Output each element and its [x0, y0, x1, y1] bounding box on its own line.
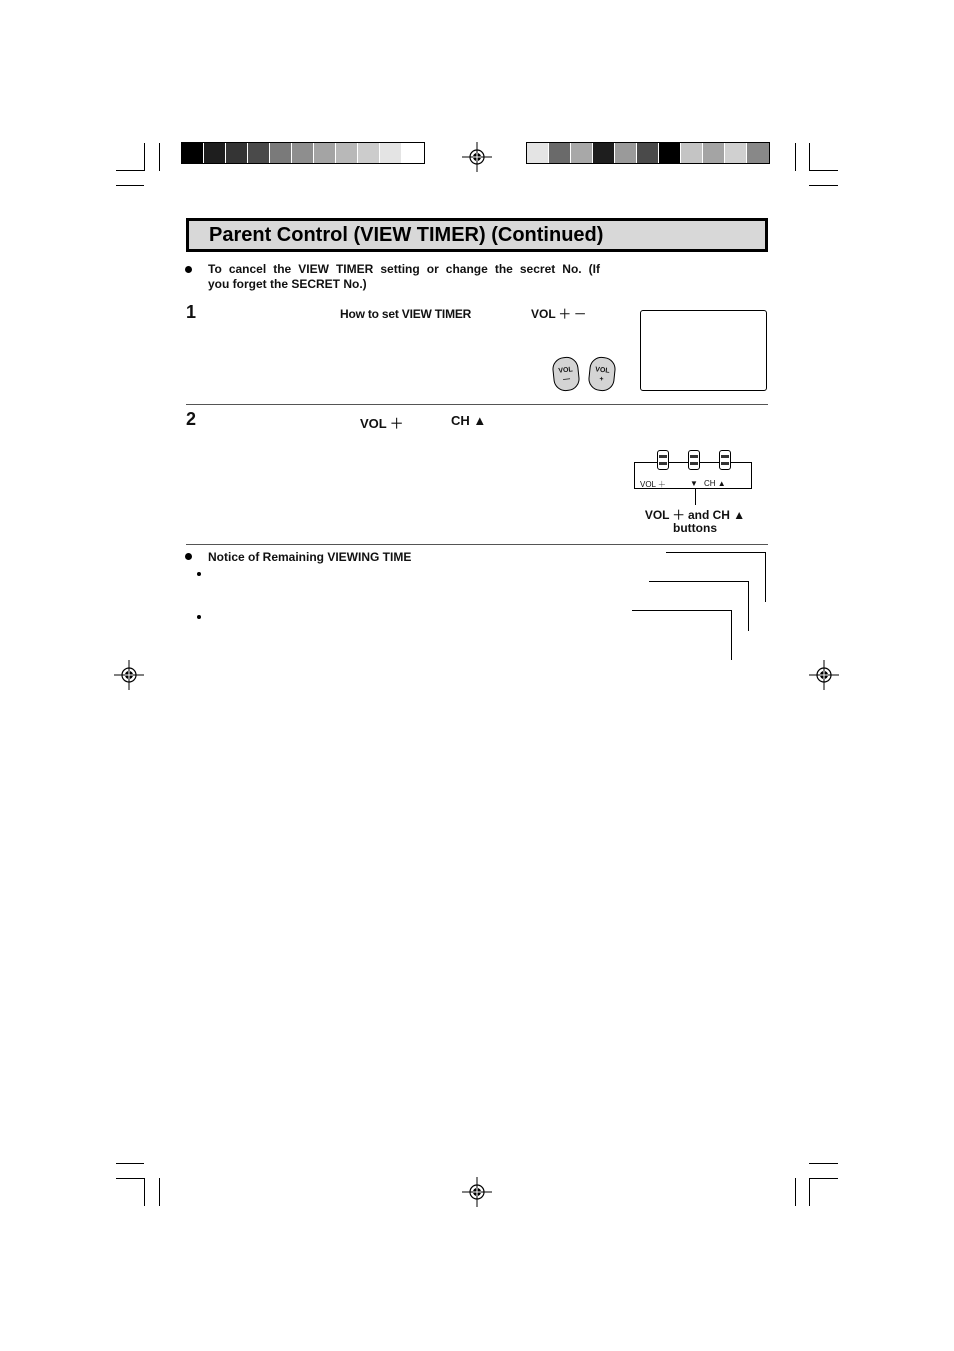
vol-minus-label: VOL [558, 366, 574, 375]
color-swatch [571, 143, 593, 163]
registration-mark-icon [462, 1177, 492, 1207]
color-swatch [747, 143, 769, 163]
color-swatch [402, 143, 424, 163]
callout-line [695, 489, 696, 505]
crop-mark [116, 170, 144, 171]
color-swatch [248, 143, 270, 163]
crop-mark [116, 185, 144, 186]
section-divider [186, 544, 768, 545]
page-title: Parent Control (VIEW TIMER) (Continued) [209, 224, 604, 246]
panel-button-icon [719, 450, 731, 470]
intro-line-1: To cancel the VIEW TIMER setting or change the secret No. (If [208, 262, 600, 276]
panel-ch-label: CH ▲ [704, 479, 726, 488]
color-calibration-bar-right [526, 142, 770, 164]
crop-mark [809, 1178, 810, 1206]
screen-outline [666, 552, 766, 553]
notice-heading: Notice of Remaining VIEWING TIME [208, 550, 412, 564]
intro-line-2: you forget the SECRET No.) [208, 277, 367, 291]
panel-button-icon [657, 450, 669, 470]
screen-outline [731, 610, 732, 660]
color-swatch [527, 143, 549, 163]
plus-sign: + [599, 375, 604, 384]
step1-keys: VOL ＋ － [531, 307, 587, 321]
crop-mark [795, 1178, 796, 1206]
crop-mark [809, 143, 810, 171]
step-number: 2 [186, 409, 197, 429]
crop-mark [809, 185, 838, 186]
color-swatch [681, 143, 703, 163]
vol-plus-button-illustration [587, 356, 616, 393]
crop-mark [159, 143, 160, 171]
crop-mark [809, 170, 838, 171]
color-swatch [270, 143, 292, 163]
color-swatch [725, 143, 747, 163]
section-divider [186, 404, 768, 405]
buttons-caption-line-1: VOL ＋ and CH ▲ [644, 508, 746, 522]
bullet-icon [185, 553, 192, 560]
vol-minus-button-illustration [551, 356, 580, 393]
crop-mark [159, 1178, 160, 1206]
color-swatch [204, 143, 226, 163]
color-swatch [380, 143, 402, 163]
panel-vol-label: VOL ＋ [640, 480, 666, 489]
registration-mark-icon [809, 660, 839, 690]
sub-bullet-icon [197, 572, 201, 576]
color-swatch [659, 143, 681, 163]
color-swatch [703, 143, 725, 163]
color-swatch [226, 143, 248, 163]
crop-mark [809, 1163, 838, 1164]
step-number: 1 [186, 302, 197, 322]
color-swatch [593, 143, 615, 163]
crop-mark [116, 1178, 144, 1179]
screen-outline [748, 581, 749, 631]
step1-reference: How to set VIEW TIMER [340, 307, 472, 321]
crop-mark [795, 143, 796, 171]
panel-down-label: ▼ [690, 479, 698, 488]
color-swatch [292, 143, 314, 163]
sub-bullet-icon [197, 615, 201, 619]
step2-key-vol: VOL ＋ [360, 416, 404, 431]
screen-outline [765, 552, 766, 602]
screen-outline [649, 581, 749, 582]
vol-plus-label: VOL [594, 366, 610, 375]
registration-mark-icon [462, 142, 492, 172]
color-swatch [182, 143, 204, 163]
color-swatch [549, 143, 571, 163]
color-swatch [637, 143, 659, 163]
screen-outline [632, 610, 732, 611]
color-swatch [314, 143, 336, 163]
crop-mark [116, 1163, 144, 1164]
buttons-caption-line-2: buttons [673, 521, 717, 535]
color-calibration-bar-left [181, 142, 425, 164]
color-swatch [336, 143, 358, 163]
color-swatch [358, 143, 380, 163]
color-swatch [615, 143, 637, 163]
panel-button-icon [688, 450, 700, 470]
tv-screen-illustration [640, 310, 767, 391]
crop-mark [809, 1178, 838, 1179]
bullet-icon [185, 266, 192, 273]
crop-mark [144, 143, 145, 171]
page-title-box [186, 218, 768, 252]
crop-mark [144, 1178, 145, 1206]
minus-sign: — [562, 375, 571, 384]
registration-mark-icon [114, 660, 144, 690]
step2-key-ch: CH ▲ [451, 413, 487, 428]
